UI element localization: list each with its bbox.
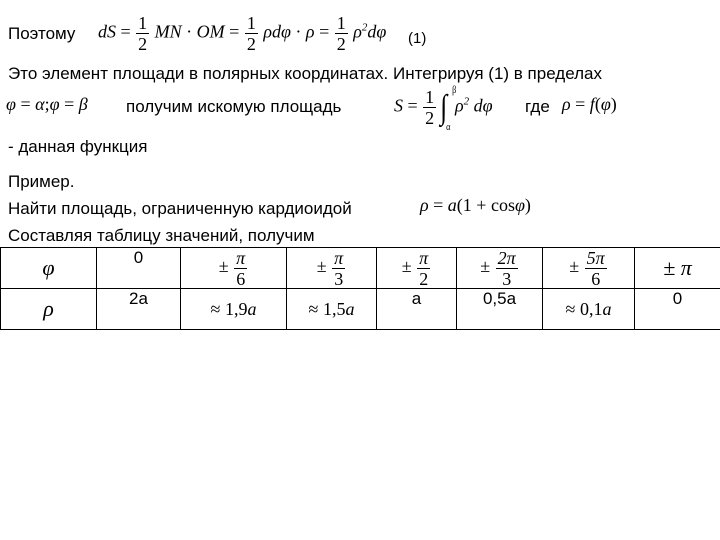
cell-phi-pi2: ± $\frac{\pi}{2}$ <box>377 248 457 289</box>
formula-limits: φ = α;φ = β <box>6 94 88 114</box>
mn-symbol: MN <box>154 21 182 42</box>
formula-cardioid: ρ = a(1 + cosφ) <box>420 195 531 215</box>
cell-phi-2pi3: ± $\frac{2\pi}{3}$ <box>457 248 543 289</box>
cell-rho-1-9a: ≈ 1,9a <box>181 289 287 330</box>
fraction-half-3: $\frac{1}{2}$ <box>336 13 346 54</box>
formula-area-integral: S = $\frac{1}{2}$ ∫ β α $\rho^2$ dφ <box>394 83 493 133</box>
cell-phi-pi3: ± $\frac{\pi}{3}$ <box>287 248 377 289</box>
cell-rho-2a: 2a <box>97 289 181 330</box>
text-given-function: - данная функция <box>8 137 148 156</box>
cell-rho-0-1a: ≈ 0,1a <box>543 289 635 330</box>
formula-rho-function: ρ = f(φ) <box>562 94 617 114</box>
fraction-half-2: $\frac{1}{2}$ <box>246 13 256 54</box>
header-cell-rho: ρ <box>1 289 97 330</box>
equation-number: (1) <box>408 30 427 47</box>
cell-phi-pi6: ± $\frac{\pi}{6}$ <box>181 248 287 289</box>
cell-rho-0-5a: 0,5a <box>457 289 543 330</box>
text-get-area: получим искомую площадь <box>126 97 342 116</box>
text-example: Пример. <box>8 172 75 191</box>
cell-rho-a: a <box>377 289 457 330</box>
values-table <box>0 247 720 330</box>
cell-rho-0: 0 <box>635 289 720 330</box>
formula-ds: dS = $\frac{1}{2}$ MN · OM = $\frac{1}{2}$ ρdφ · ρ = $\frac{1}{2}$ $\rho^2d\varphi$ <box>98 13 387 54</box>
header-cell-phi: φ <box>1 248 97 289</box>
cell-phi-0: 0 <box>97 248 181 289</box>
cell-phi-5pi6: ± $\frac{5\pi}{6}$ <box>543 248 635 289</box>
ds-symbol: dS <box>98 21 116 42</box>
line-potomu <box>8 24 75 44</box>
integral-sign: ∫ β α <box>440 83 457 133</box>
table-row-phi <box>1 248 720 289</box>
word-potomu: Поэтому <box>8 24 76 43</box>
cell-phi-pi: ± π <box>635 248 720 289</box>
text-area-element: Это элемент площади в полярных координатах. Интегрируя (1) в пределах <box>8 64 602 83</box>
text-find-area: Найти площадь, ограниченную кардиоидой <box>8 199 352 218</box>
om-symbol: OM <box>196 21 225 42</box>
fraction-half: $\frac{1}{2}$ <box>138 13 148 54</box>
cell-rho-1-5a: ≈ 1,5a <box>287 289 377 330</box>
text-table-intro: Составляя таблицу значений, получим <box>8 226 315 245</box>
text-where: где <box>525 97 550 116</box>
table-row-rho <box>1 289 720 330</box>
